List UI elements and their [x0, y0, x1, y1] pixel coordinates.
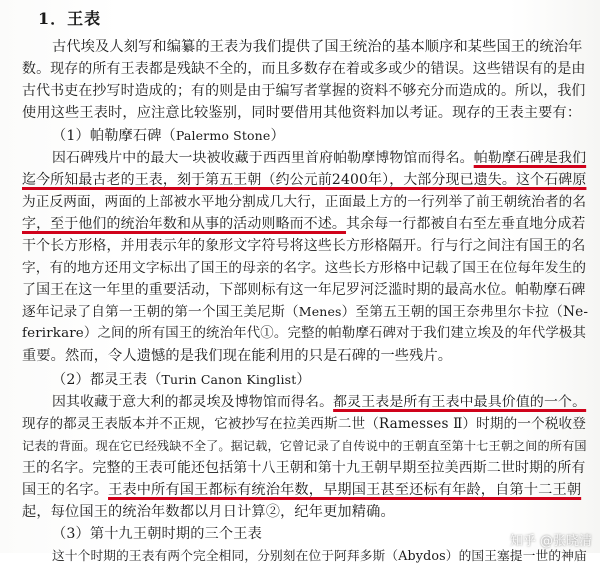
paragraph-line: 使用这些王表时，应注意比较鉴别，同时要借用其他资料加以考证。现存的王表主要有： — [22, 105, 582, 121]
plain-text: 国王的名字。 — [22, 482, 109, 498]
subheading-text: （1）帕勒摩石碑（ — [52, 128, 176, 144]
plain-text: 其余每一行都被自右至左垂直地分成若 — [346, 216, 586, 232]
paragraph-line: 数。现存的所有王表都是残缺不全的，而且多数存在着或多或少的错误。这些错误有的是由 — [22, 61, 586, 77]
underlined-text: 字，至于他们的统治年数和从事的活动则略而不述。 — [22, 216, 347, 232]
subheading-latin: Palermo Stone — [175, 128, 271, 143]
paragraph-line: 古代书吏在抄写时造成的；有的则是由于编写者掌握的资料不够充分而造成的。所以，我们 — [22, 83, 586, 99]
plain-text: 因其收藏于意大利的都灵埃及博物馆而得名。 — [52, 394, 334, 410]
paragraph-line — [22, 302, 589, 322]
paragraph-line — [22, 480, 580, 500]
paragraph-line: 现存的都灵王表版本并不正规，它被抄写在拉美西斯二世（Ramesses Ⅱ）时期的一个税收登 — [22, 416, 587, 432]
paragraph-line — [22, 170, 587, 190]
paragraph-line — [52, 392, 587, 412]
latin-term: Menes — [298, 304, 342, 319]
plain-text: 逐年记录了自第一王朝的第一个国王美尼斯（ — [22, 304, 299, 320]
subheading-three-lists: （3）第十九王朝时期的三个王表 — [52, 526, 262, 542]
plain-text: ）至第五王朝的国王奈弗里尔卡拉（Ne- — [341, 304, 589, 320]
paragraph-line — [52, 148, 587, 168]
subheading-text: （2）都灵王表（ — [52, 372, 162, 388]
paragraph-line: 这十个时期的王表有两个完全相同，分别刻在位于阿拜多斯（Abydos）的国王塞提一世的神庙 — [52, 548, 587, 563]
paragraph-line: 古代埃及人刻写和编纂的王表为我们提供了国王统治的基本顺序和某些国王的统治年 — [52, 39, 583, 55]
paragraph-line — [22, 214, 586, 234]
underlined-text: 迄今所知最古老的王表，刻于第五王朝（约公元前2400年），大部分现已遗失。这个石碑原 — [22, 172, 587, 188]
section-heading: 1．王表 — [38, 9, 102, 28]
subheading-text: ） — [270, 128, 285, 144]
paragraph-line: ferirkare）之间的所有国王的统治年代①。完整的帕勒摩石碑对于我们建立埃及的年代学极其 — [22, 326, 587, 341]
paragraph-line: 字，有的地方还用文字标出了国王的母亲的名字。这些长方形格中记载了国王在位每年发生的 — [22, 260, 587, 276]
underlined-text: 王表中所有国王都标有统治年数，早期国王甚至还标有年龄，自第十二王朝 — [108, 482, 582, 498]
paragraph-line: 干个长方形格，并用表示年的象形文字符号将这些长方形格隔开。行与行之间注有国王的名 — [22, 238, 586, 254]
plain-text: 因石碑残片中的最大一块被收藏于西西里首府帕勒摩博物馆而得名。 — [52, 150, 474, 166]
subheading-palermo — [52, 126, 580, 146]
subheading-text: ） — [296, 372, 311, 388]
paragraph-line: 为正反两面，两面的上部被水平地分割成几大行，正面最上方的一行列举了前王朝统治者的名 — [22, 194, 587, 210]
paragraph-line: 记表的背面。现在它已经残缺不全了。据记载，它曾记录了自传说中的王朝直至第十七王朝之间的所有国 — [22, 439, 587, 453]
subheading-latin: Turin Canon Kinglist — [161, 372, 297, 387]
subheading-turin — [52, 370, 580, 390]
paragraph-line: 起，每位国王的统治年数都以月日计算②，纪年更加精确。 — [22, 504, 395, 520]
paragraph-line: 了国王在这一年里的重要活动，下部则标有这一年尼罗河泛滥时期的最高水位。帕勒摩石碑 — [22, 282, 586, 298]
paragraph-line: 王的名字。完整的王表可能还包括第十八王朝和第十九王朝早期至拉美西斯二世时期的所有 — [22, 460, 586, 476]
underlined-text: 帕勒摩石碑是我们 — [473, 150, 587, 166]
paragraph-line: 重要。然而，令人遗憾的是我们现在能利用的只是石碑的一些残片。 — [22, 348, 453, 364]
source-watermark: 知乎 @张晓清 — [509, 534, 592, 549]
underlined-text: 都灵王表是所有王表中最具价值的一个。 — [333, 394, 587, 410]
